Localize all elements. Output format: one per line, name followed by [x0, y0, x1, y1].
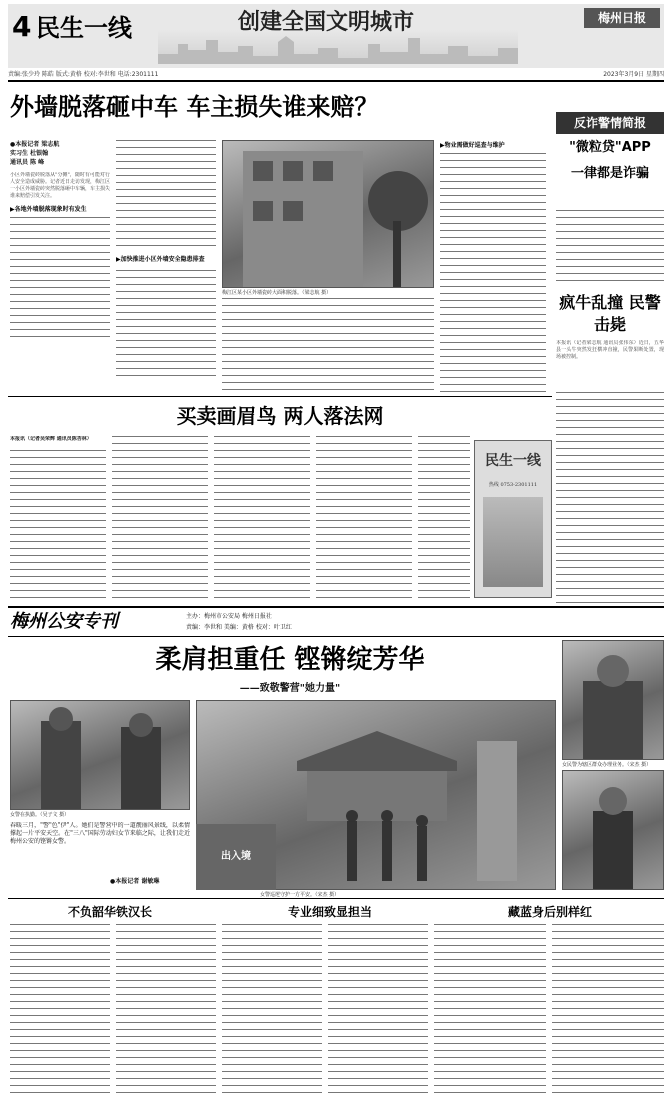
police-sec2: 专业细致显担当: [287, 905, 372, 919]
police-host: 主办：梅州市公安局 梅州日报社: [186, 613, 272, 620]
police-text-1: [10, 924, 110, 1094]
promo-graphic: [483, 497, 543, 587]
bird-col1: [10, 450, 106, 600]
section-rule: [8, 606, 664, 608]
police-text-6: [552, 924, 664, 1094]
page-number: 4: [12, 10, 32, 43]
lead-subhead-1: ▶各地外墙脱落现象时有发生: [10, 206, 87, 213]
ad-title: "微粒贷"APP: [569, 140, 651, 155]
promo-sub: 热线 0753-2301111: [488, 482, 538, 488]
mini-photo: 出入境: [196, 824, 276, 890]
text-block: [116, 140, 216, 250]
section-title: 民生一线: [36, 14, 132, 42]
sidebar-box-title: 反诈警情简报: [556, 112, 664, 134]
police-caption-center: 女警巡逻守护一方平安。（宋杰 摄）: [260, 892, 340, 898]
editor-info: 责编:张少玲 陈皓 版式:黄格 校对:李世和 电话:2301111: [8, 71, 159, 78]
police-editors: 责编：李世和 美编：黄格 校对：叶卫红: [186, 624, 292, 631]
bird-col2: [112, 436, 208, 600]
police-headline: 柔肩担重任 铿锵绽芳华: [155, 645, 425, 675]
police-text-4: [328, 924, 428, 1094]
lead-lede: 小区外墙瓷砖脱落从"分摊"，随时有可能对行人安全造成威胁。记者近日走访发现，梅江区一小区外墙瓷砖突然脱落砸中车辆，车主损失谁来赔偿引发关注。: [10, 172, 110, 199]
lead-byline: ●本报记者 梁志航 实习生 杜银翰 通讯员 陈 峰: [10, 141, 60, 166]
police-divider: [8, 898, 664, 899]
info-line: [8, 70, 664, 79]
police-intro: 春暖三月，"警"色"伊"人。她们是警营中的一道靓丽风景线，以柔情撑起一片平安天空。在"三八"国际劳动妇女节来临之际，让我们走近梅州公安的铿锵女警。: [10, 822, 190, 845]
police-sec1: 不负韶华铁汉长: [67, 905, 152, 919]
sidebar-text-2: [556, 392, 664, 608]
police-text-5: [434, 924, 546, 1094]
police-photo-right: [562, 640, 664, 760]
bird-col4: [316, 436, 412, 600]
sidebar-text-1: [556, 210, 664, 282]
bird-col3: [214, 436, 310, 600]
police-caption-right: 女民警为辖区群众办理业务。（宋杰 摄）: [562, 762, 652, 768]
lead-subhead-2: ▶加快推进小区外墙安全隐患排查: [116, 256, 205, 263]
police-text-2: [116, 924, 216, 1094]
text-block: [116, 270, 216, 380]
banner-title: 创建全国文明城市: [238, 10, 415, 35]
lead-headline: 外墙脱落砸中车 车主损失谁来赔？: [10, 93, 379, 121]
ad-subtitle: 一律都是诈骗: [570, 166, 649, 181]
text-block: [10, 217, 110, 337]
lead-photo-caption: 梅江区某小区外墙瓷砖大面积脱落。（梁志航 摄）: [222, 290, 332, 296]
police-subhead: ——致敬警营"她力量": [239, 683, 341, 694]
divider: [8, 396, 552, 397]
lead-body-col2: [116, 140, 216, 392]
masthead: [8, 4, 664, 68]
sidebar-ad: [556, 138, 664, 202]
police-text-3: [222, 924, 322, 1094]
bird-col5: [418, 436, 470, 600]
police-column: 梅州公安专刊: [10, 611, 118, 632]
police-sec3: 藏蓝身后别样红: [507, 905, 592, 919]
lead-subhead-3: ▶物业需做好巡查与维护: [440, 142, 505, 149]
promo-box: [474, 440, 552, 598]
paper-logo: 梅州日报: [584, 8, 660, 28]
story2-title: 疯牛乱撞 民警击毙: [559, 293, 661, 334]
police-byline: ●本报记者 谢敏琳: [110, 878, 160, 885]
lead-body-col3: [222, 298, 434, 392]
police-photo-right2: [562, 770, 664, 890]
date: 2023年3月9日 星期四: [603, 71, 664, 78]
sidebar-story2-title: [556, 292, 664, 336]
sidebar-story2-body: 本报讯（记者梁志航 通讯员张伟东）近日，五华县一头牛突然发狂横冲直撞，民警果断处置，现场被控制。: [556, 340, 664, 360]
bird-headline: 买卖画眉鸟 两人落法网: [176, 404, 384, 428]
lead-body-col1: [10, 172, 110, 392]
lead-body-col4: [440, 140, 546, 392]
bird-byline: 本报讯（记者吴荣辉 通讯员陈杏林）: [10, 436, 92, 442]
top-rule: [8, 80, 664, 82]
police-photo-left: [10, 700, 190, 810]
police-rule: [8, 636, 664, 637]
lead-photo: [222, 140, 434, 288]
text-block: [440, 153, 546, 393]
police-caption-left: 女警在执勤。（吴子文 摄）: [10, 812, 70, 818]
promo-title: 民生一线: [485, 453, 541, 469]
